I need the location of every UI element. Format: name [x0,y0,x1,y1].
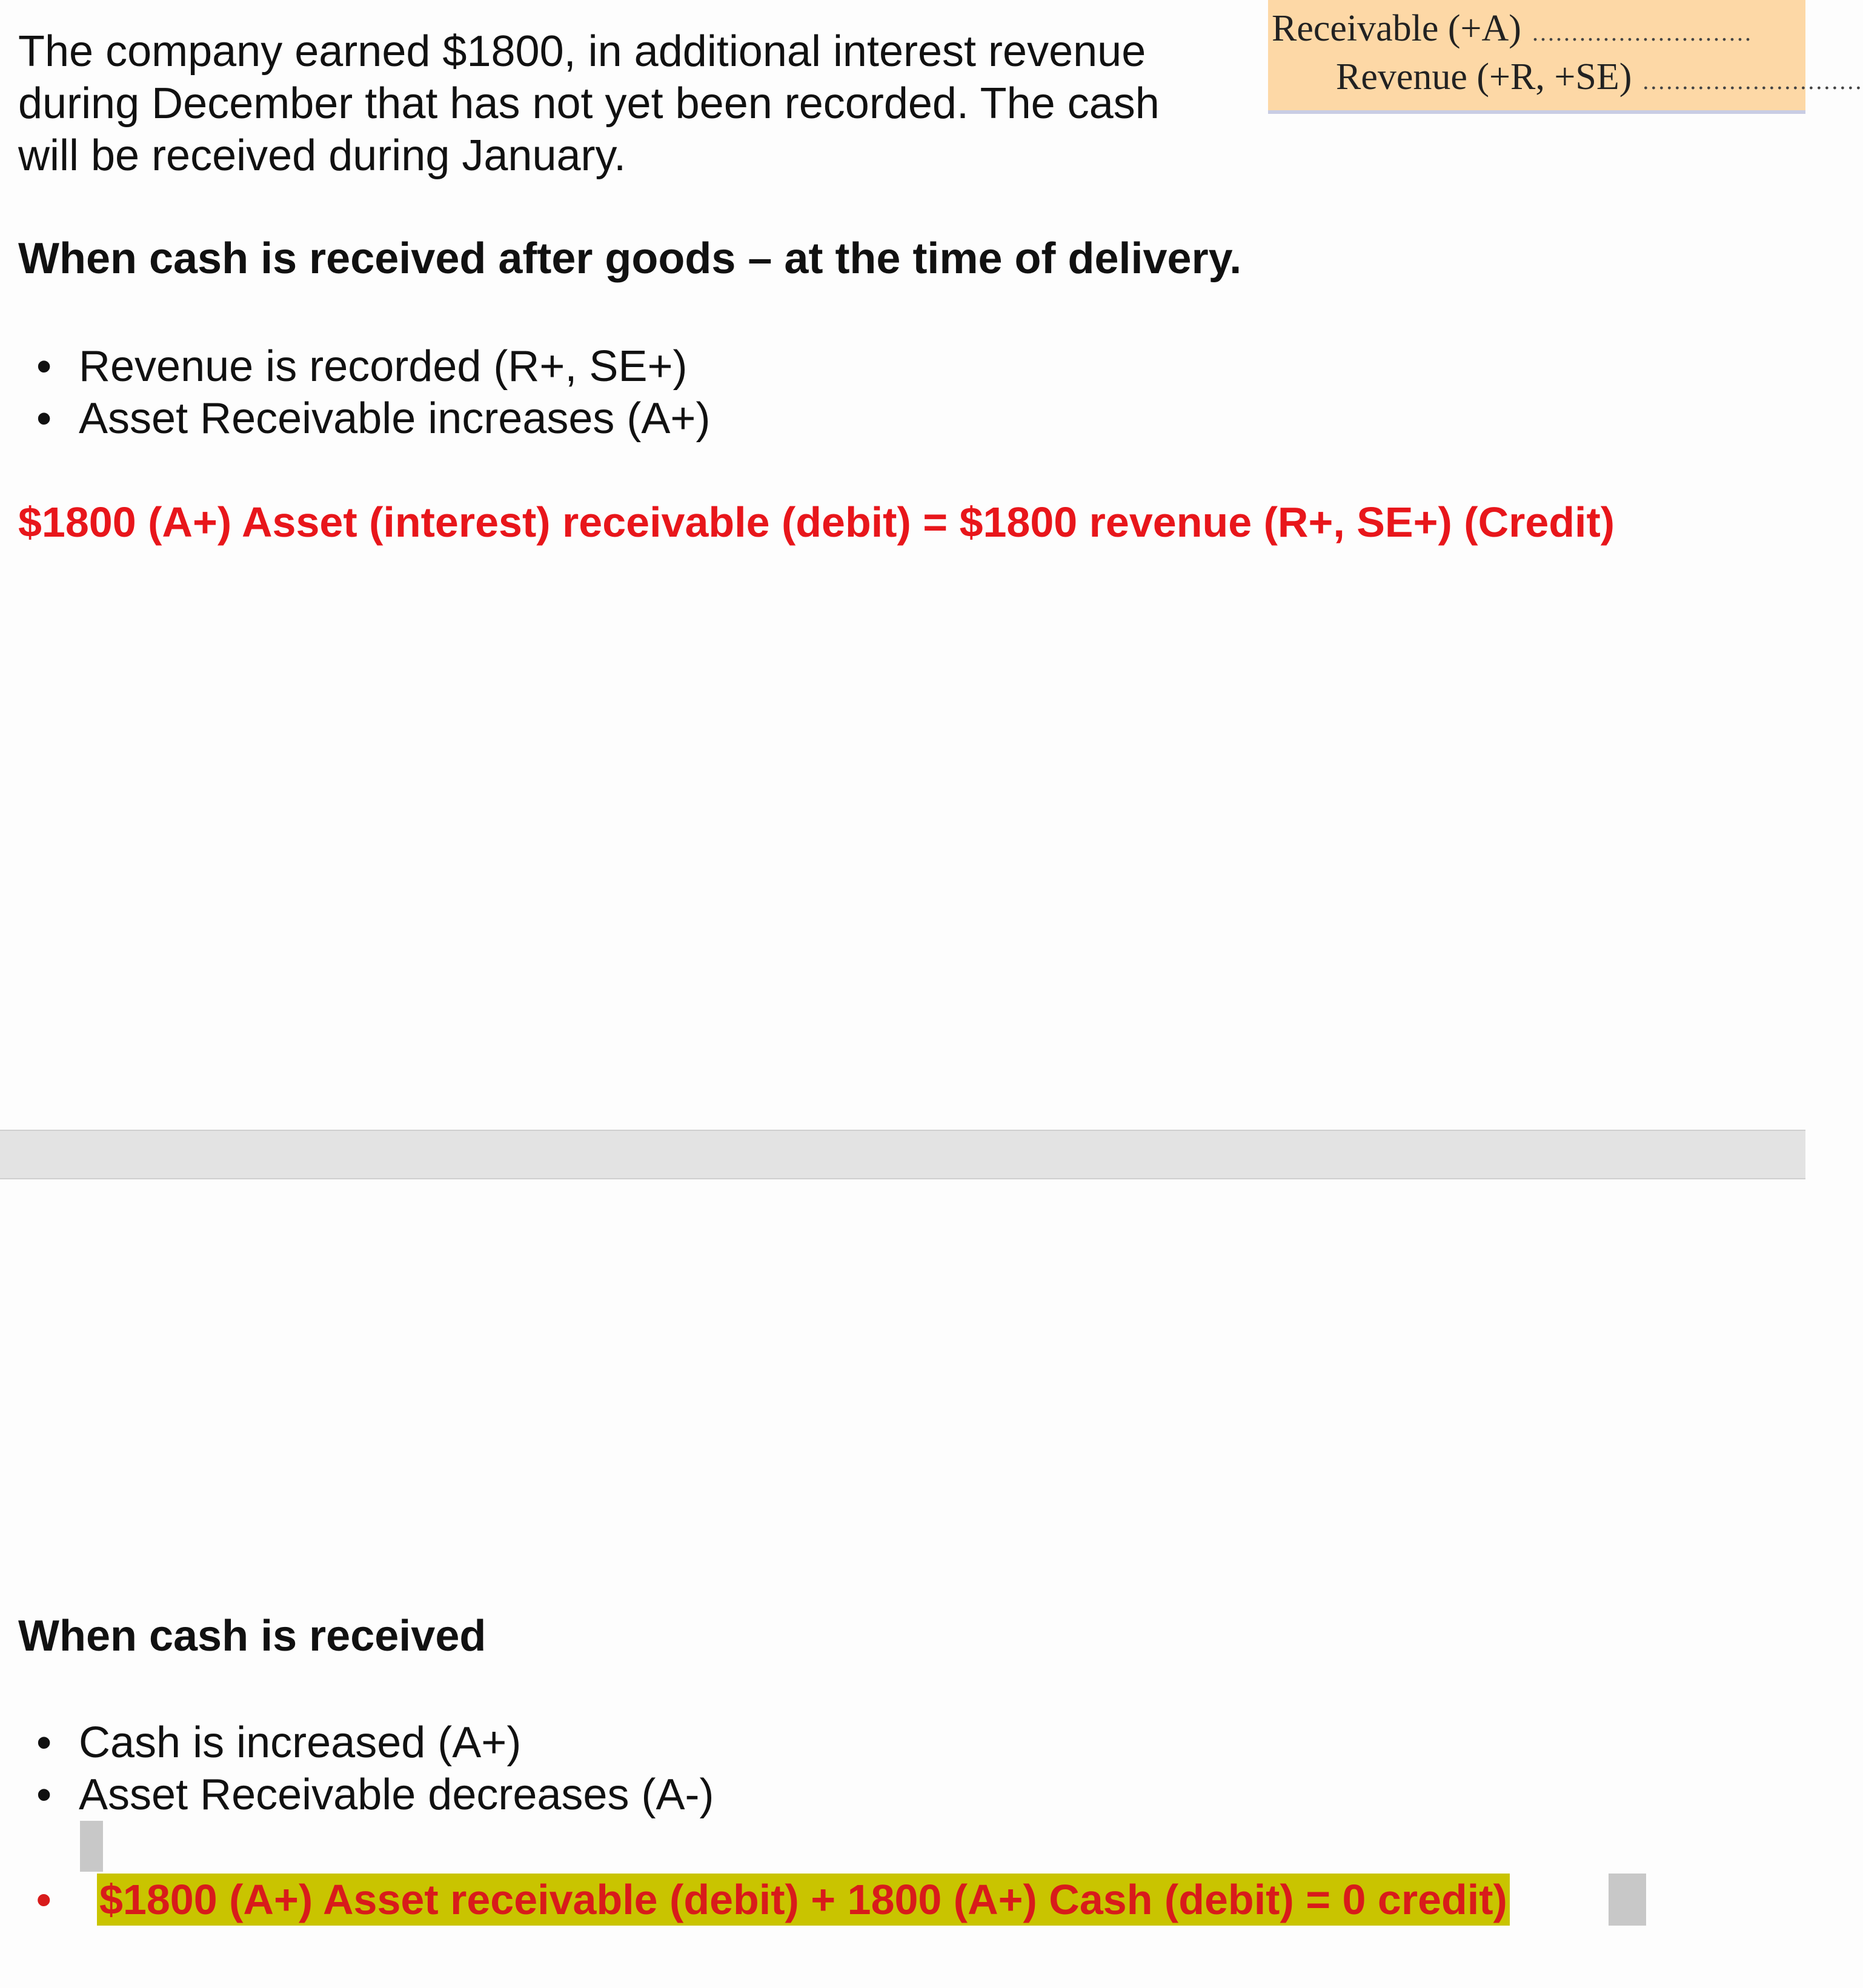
bullet-item: • Asset Receivable decreases (A-) [18,1769,714,1821]
journal-leader-dots: ............................ [1532,19,1753,46]
accrual-equation: $1800 (A+) Asset (interest) receivable (debit) = $1800 revenue (R+, SE+) (Credit) [18,499,1615,546]
highlighted-equation[interactable]: $1800 (A+) Asset receivable (debit) + 1800 (A+) Cash (debit) = 0 credit) [97,1874,1510,1926]
bullet-item: • Cash is increased (A+) [18,1717,714,1769]
bullet-list-delivery [18,340,710,445]
bullet-glyph: • [36,1876,51,1923]
journal-row-revenue [1336,56,1863,99]
journal-row-receivable [1272,7,1753,50]
bullet-item: • Revenue is recorded (R+, SE+) [18,340,710,393]
text-selection-marker[interactable] [80,1821,103,1872]
document-page-2 [0,1179,1805,1988]
journal-account-receivable: Receivable (+A) [1272,8,1521,49]
journal-entry-box [1268,0,1863,114]
journal-leader-dots: ............................ [1642,67,1863,94]
section-heading-delivery: When cash is received after goods – at the time of delivery. [18,234,1242,283]
page-separator [0,1130,1805,1179]
selection-tail [1609,1874,1646,1926]
journal-account-revenue: Revenue (+R, +SE) [1336,56,1632,98]
bullet-list-cash-received [18,1717,714,1821]
section-heading-cash-received: When cash is received [18,1612,487,1660]
bullet-item: • Asset Receivable increases (A+) [18,393,710,445]
intro-paragraph: The company earned $1800, in additional interest revenue during December that has not yet been recorded. The cash will be received during January. [18,27,1160,180]
